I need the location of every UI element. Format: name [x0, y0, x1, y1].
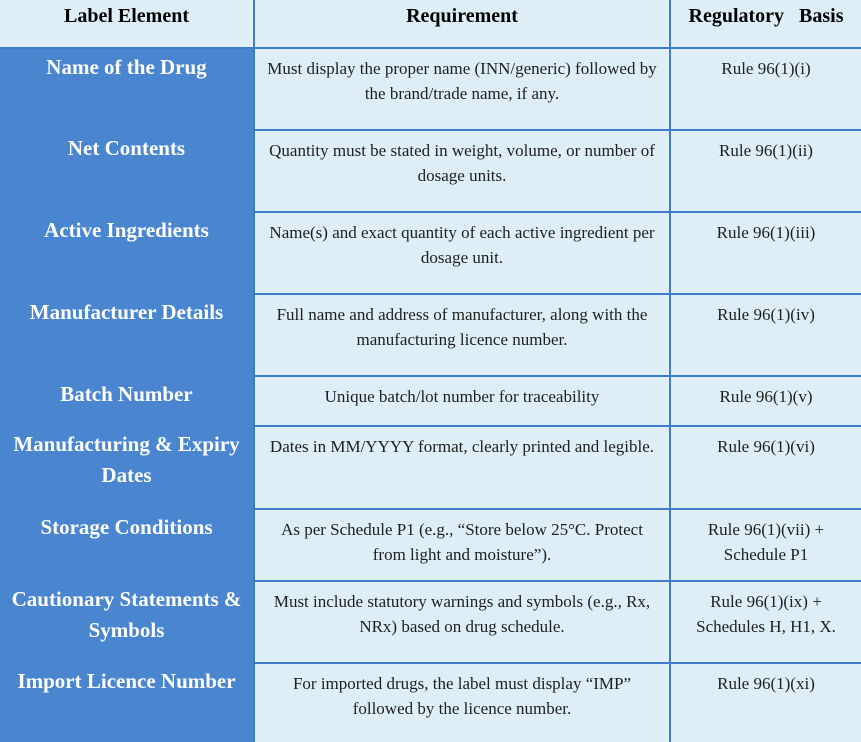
row-label-element: Manufacturing & Expiry Dates [0, 426, 254, 509]
row-requirement: Name(s) and exact quantity of each active ingredient per dosage unit. [254, 212, 670, 294]
row-regulatory-basis: Rule 96(1)(iii) [670, 212, 861, 294]
row-label-element: Active Ingredients [0, 212, 254, 294]
header-regulatory-basis: Regulatory Basis [670, 0, 861, 48]
header-requirement: Requirement [254, 0, 670, 48]
row-regulatory-basis: Rule 96(1)(v) [670, 376, 861, 426]
row-regulatory-basis: Rule 96(1)(ii) [670, 130, 861, 212]
row-label-element: Manufacturer Details [0, 294, 254, 376]
row-label-element: Name of the Drug [0, 48, 254, 130]
row-requirement: Must display the proper name (INN/generic) followed by the brand/trade name, if any. [254, 48, 670, 130]
row-requirement: Full name and address of manufacturer, along with the manufacturing licence number. [254, 294, 670, 376]
row-label-element: Net Contents [0, 130, 254, 212]
table-row [0, 509, 861, 581]
row-regulatory-basis: Rule 96(1)(xi) [670, 663, 861, 742]
row-label-element: Cautionary Statements & Symbols [0, 581, 254, 663]
row-requirement: For imported drugs, the label must display “IMP” followed by the licence number. [254, 663, 670, 742]
row-regulatory-basis: Rule 96(1)(ix) + Schedules H, H1, X. [670, 581, 861, 663]
row-requirement: Quantity must be stated in weight, volume, or number of dosage units. [254, 130, 670, 212]
table-row [0, 130, 861, 212]
row-requirement: Dates in MM/YYYY format, clearly printed and legible. [254, 426, 670, 509]
row-requirement: As per Schedule P1 (e.g., “Store below 25°C. Protect from light and moisture”). [254, 509, 670, 581]
table-row [0, 426, 861, 509]
row-label-element: Storage Conditions [0, 509, 254, 581]
table-row [0, 294, 861, 376]
table-row [0, 48, 861, 130]
table-row [0, 212, 861, 294]
row-requirement: Unique batch/lot number for traceability [254, 376, 670, 426]
table-row [0, 581, 861, 663]
row-label-element: Batch Number [0, 376, 254, 426]
row-regulatory-basis: Rule 96(1)(vi) [670, 426, 861, 509]
header-label-element: Label Element [0, 0, 254, 48]
row-regulatory-basis: Rule 96(1)(i) [670, 48, 861, 130]
table-row [0, 376, 861, 426]
table-row [0, 663, 861, 742]
row-requirement: Must include statutory warnings and symbols (e.g., Rx, NRx) based on drug schedule. [254, 581, 670, 663]
row-regulatory-basis: Rule 96(1)(vii) + Schedule P1 [670, 509, 861, 581]
header-row [0, 0, 861, 48]
row-regulatory-basis: Rule 96(1)(iv) [670, 294, 861, 376]
row-label-element: Import Licence Number [0, 663, 254, 742]
